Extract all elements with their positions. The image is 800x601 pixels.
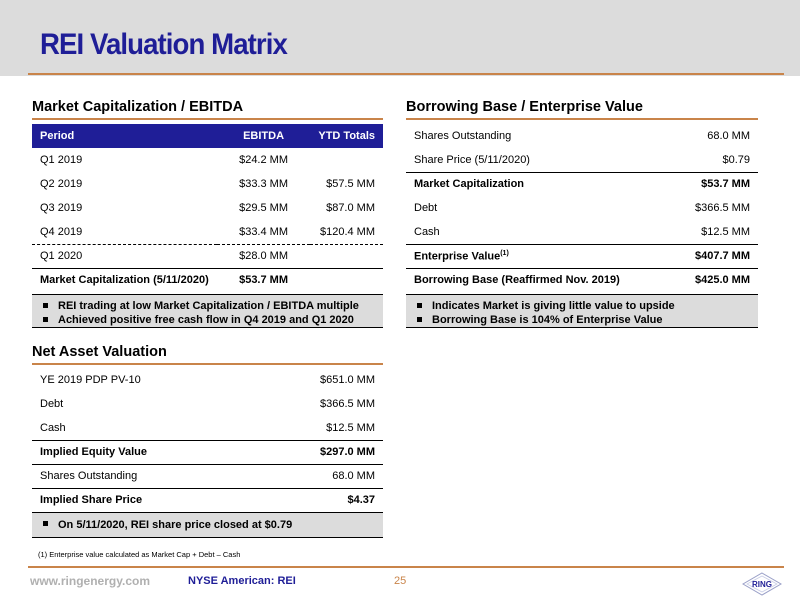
ebitda-cell: $33.3 MM bbox=[239, 178, 288, 190]
table-row bbox=[406, 148, 758, 172]
row-label: Debt bbox=[40, 398, 64, 410]
ebitda-cell: $29.5 MM bbox=[239, 202, 288, 214]
row-value: 68.0 MM bbox=[707, 130, 750, 142]
enterprise-value-label: Enterprise Value bbox=[414, 250, 501, 263]
table-row bbox=[32, 440, 383, 464]
ebitda-cell: $28.0 MM bbox=[217, 244, 311, 268]
row-value: $366.5 MM bbox=[319, 398, 375, 410]
period-cell: Q1 2019 bbox=[40, 154, 83, 166]
row-value: $4.37 bbox=[347, 494, 375, 507]
page-title: REI Valuation Matrix bbox=[40, 28, 287, 61]
row-value: $12.5 MM bbox=[673, 220, 758, 244]
row-label: Shares Outstanding bbox=[414, 130, 512, 142]
period-cell: Q4 2019 bbox=[32, 220, 217, 244]
ring-logo-icon bbox=[741, 572, 783, 596]
row-value: $53.7 MM bbox=[701, 178, 750, 191]
footer-website-link[interactable]: www.ringenergy.com bbox=[30, 574, 151, 588]
ytd-cell: $57.5 MM bbox=[326, 178, 375, 190]
ytd-cell: $120.4 MM bbox=[310, 220, 383, 244]
table-row bbox=[32, 488, 383, 512]
row-label: Market Capitalization bbox=[414, 178, 525, 191]
borrowing-base-notes bbox=[406, 294, 758, 328]
row-label bbox=[406, 244, 673, 268]
borrowing-base-heading: Borrowing Base / Enterprise Value bbox=[406, 99, 643, 115]
table-row bbox=[32, 172, 383, 196]
row-value: $12.5 MM bbox=[254, 416, 383, 440]
table-row bbox=[406, 244, 758, 268]
row-label: YE 2019 PDP PV-10 bbox=[40, 374, 141, 386]
table-row bbox=[32, 244, 383, 268]
net-asset-valuation-table bbox=[32, 368, 383, 512]
row-value: $297.0 MM bbox=[254, 440, 383, 464]
row-label: Shares Outstanding bbox=[32, 464, 254, 488]
footer-divider bbox=[28, 566, 784, 568]
note-bullet: Borrowing Base is 104% of Enterprise Value bbox=[414, 313, 750, 327]
table-row bbox=[406, 268, 758, 292]
table-row bbox=[32, 368, 383, 392]
market-cap-ebitda-table bbox=[32, 124, 383, 292]
footer-ticker: NYSE American: REI bbox=[188, 575, 296, 587]
footnote: (1) Enterprise value calculated as Market Cap + Debt – Cash bbox=[38, 550, 241, 559]
note-bullet: Indicates Market is giving little value to upside bbox=[414, 299, 750, 313]
period-cell: Q3 2019 bbox=[40, 202, 83, 214]
ytd-cell bbox=[310, 244, 383, 268]
borrowing-base-table bbox=[406, 124, 758, 292]
net-asset-valuation-heading: Net Asset Valuation bbox=[32, 344, 167, 360]
ebitda-cell: $24.2 MM bbox=[239, 154, 288, 166]
page-number: 25 bbox=[394, 575, 407, 587]
note-bullet: REI trading at low Market Capitalization / EBITDA multiple bbox=[40, 299, 375, 313]
period-cell: Q2 2019 bbox=[40, 178, 83, 190]
table-row bbox=[32, 220, 383, 244]
column-header-ebitda: EBITDA bbox=[217, 124, 311, 148]
market-cap-summary-label: Market Capitalization (5/11/2020) bbox=[40, 274, 209, 287]
table-row bbox=[32, 196, 383, 220]
row-label: Cash bbox=[406, 220, 673, 244]
table-row bbox=[406, 196, 758, 220]
table-row bbox=[32, 392, 383, 416]
ytd-cell: $87.0 MM bbox=[326, 202, 375, 214]
market-cap-ebitda-heading: Market Capitalization / EBITDA bbox=[32, 99, 244, 115]
row-label: Share Price (5/11/2020) bbox=[406, 148, 673, 172]
table-row bbox=[406, 124, 758, 148]
header-divider bbox=[28, 73, 784, 75]
row-value: 68.0 MM bbox=[254, 464, 383, 488]
market-cap-ebitda-rule bbox=[32, 118, 383, 120]
table-header-row bbox=[32, 124, 383, 148]
table-row bbox=[32, 416, 383, 440]
row-value: $651.0 MM bbox=[319, 374, 375, 386]
period-cell: Q1 2020 bbox=[32, 244, 217, 268]
table-row bbox=[406, 220, 758, 244]
logo-text: RING bbox=[752, 580, 772, 589]
table-row bbox=[406, 172, 758, 196]
market-cap-summary-value: $53.7 MM bbox=[239, 274, 288, 287]
ring-logo bbox=[741, 572, 783, 596]
footnote-marker: (1) bbox=[500, 249, 509, 257]
row-value: $407.7 MM bbox=[673, 244, 758, 268]
row-value: $425.0 MM bbox=[694, 274, 750, 287]
row-value: $366.5 MM bbox=[694, 202, 750, 214]
row-value: $0.79 bbox=[673, 148, 758, 172]
note-bullet: Achieved positive free cash flow in Q4 2019 and Q1 2020 bbox=[40, 313, 375, 327]
row-label: Implied Share Price bbox=[40, 494, 143, 507]
row-label: Borrowing Base (Reaffirmed Nov. 2019) bbox=[414, 274, 620, 287]
row-label: Implied Equity Value bbox=[32, 440, 254, 464]
borrowing-base-rule bbox=[406, 118, 758, 120]
net-asset-valuation-rule bbox=[32, 363, 383, 365]
column-header-ytd-totals: YTD Totals bbox=[310, 124, 383, 148]
net-asset-notes bbox=[32, 512, 383, 538]
row-label: Debt bbox=[414, 202, 438, 214]
column-header-period: Period bbox=[32, 124, 217, 148]
ebitda-cell: $33.4 MM bbox=[217, 220, 311, 244]
empty-cell bbox=[310, 268, 383, 292]
market-cap-notes bbox=[32, 294, 383, 328]
row-label: Cash bbox=[32, 416, 254, 440]
ytd-cell bbox=[310, 148, 383, 172]
note-bullet: On 5/11/2020, REI share price closed at $0.79 bbox=[40, 517, 375, 533]
table-row bbox=[32, 148, 383, 172]
market-cap-summary-row bbox=[32, 268, 383, 292]
table-row bbox=[32, 464, 383, 488]
